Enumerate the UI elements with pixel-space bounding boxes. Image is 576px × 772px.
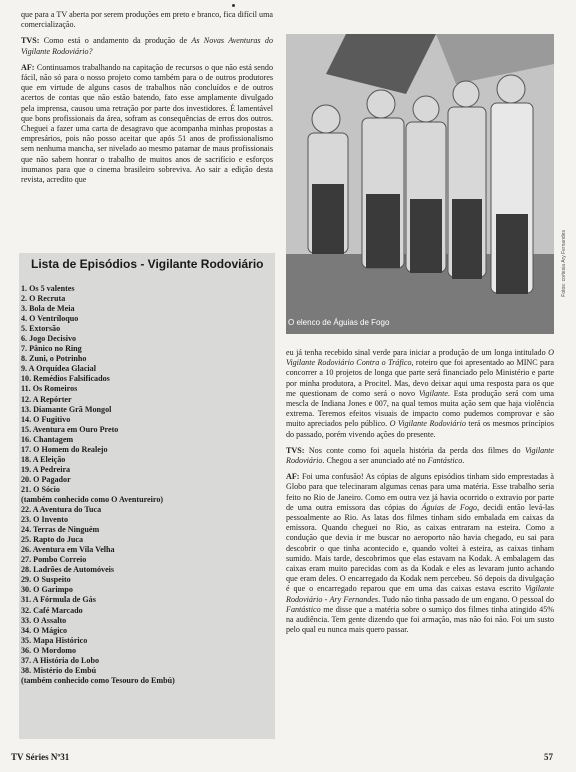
episode-item: 5. Extorsão bbox=[21, 324, 61, 334]
photo-caption: O elenco de Águias de Fogo bbox=[288, 318, 390, 327]
episode-item: 38. Mistério do Embú bbox=[21, 665, 97, 675]
episode-item: 33. O Assalto bbox=[21, 615, 67, 625]
photo-illustration bbox=[286, 34, 554, 334]
episode-item: 13. Diamante Grã Mongol bbox=[21, 404, 112, 414]
episode-item: 32. Café Marcado bbox=[21, 605, 83, 615]
episode-item: 12. A Repórter bbox=[21, 394, 72, 404]
episode-item: 4. O Ventríloquo bbox=[21, 314, 79, 324]
episode-item: 16. Chantagem bbox=[21, 434, 74, 444]
episode-item: 24. Terras de Ninguém bbox=[21, 525, 100, 535]
question-paragraph: TVS: Como está o andamento da produção de As Novas Aventuras do Vigilante Rodoviário? bbox=[21, 36, 273, 56]
episode-item: 3. Bola de Meia bbox=[21, 304, 75, 314]
question-paragraph: TVS: Nos conte como foi aquela história da perda dos filmes do Vigilante Rodoviário. Chegou a ser anunciado até no Fantástico. bbox=[286, 445, 555, 466]
paragraph: que para a TV aberta por serem produções em preto e branco, fica difícil uma comercialização. bbox=[21, 10, 273, 30]
answer-paragraph: AF: Foi uma confusão! As cópias de alguns episódios tinham sido emprestadas à Globo para que telecinaram algumas cenas para uma matéria. Esse trabalho seria feito no Rio de Janeiro. Como em outra vez já havia ocorrido o extravio por parte de uma outra emissora das cópias do Águias de Fogo, decidi então levá-las pessoalmente ao Rio. As latas dos filmes tinham sido embalada em caixas da emissora. Quando cheguei no Rio, as caixas entraram na esteira. Como a condução que devia ir me buscar no aeroporto não havia chegado, eu sai para descobrir o que tinha acontecido e, quando voltei à esteira, as caixas tinham sumido. Mais tarde, descobrimos que elas estavam na Kodak. A embalagem das caixas eram muito parecidas com as da Kodak e eles as levaram junto achando que eram deles. O encarregado da Kodak nem percebeu. Só depois da divulgação é que o encarregado reparou que em uma das caixas estava escrito Vigilante Rodoviário - Ary Fernandes. Tudo não tinha passado de um engano. O pessoal do Fantástico me disse que a matéria sobre o sumiço dos filmes tinha atingido 45% na audiência. Tem gente dizendo que foi armação, mas não foi não. Foi um susto pelo qual eu nunca mais quero passar. bbox=[286, 472, 554, 635]
episode-item: 36. O Mordomo bbox=[21, 645, 77, 655]
episode-item: 9. A Orquídea Glacial bbox=[21, 364, 96, 374]
episode-item: 11. Os Romeiros bbox=[21, 384, 78, 394]
answer-label: AF: bbox=[21, 62, 35, 72]
episode-item: 21. O Sócio bbox=[21, 484, 60, 494]
episode-item: 29. O Suspeito bbox=[21, 575, 71, 585]
episode-item: 35. Mapa Histórico bbox=[21, 635, 88, 645]
episode-item: 14. O Fugitivo bbox=[21, 414, 71, 424]
episode-item: 2. O Recruta bbox=[21, 294, 66, 304]
episode-item: 23. O Invento bbox=[21, 515, 68, 525]
episode-item: 7. Pânico no Ring bbox=[21, 344, 82, 354]
cast-photo bbox=[286, 34, 554, 334]
answer-label: AF: bbox=[286, 472, 300, 482]
page-number: 57 bbox=[544, 752, 553, 762]
episode-item: 27. Pombo Correio bbox=[21, 555, 87, 565]
episode-item: 22. A Aventura do Tuca bbox=[21, 505, 102, 515]
episode-item: 37. A História do Lobo bbox=[21, 655, 100, 665]
episode-item: 26. Aventura em Vila Velha bbox=[21, 545, 115, 555]
episode-item: 19. A Pedreira bbox=[21, 464, 71, 474]
left-column-text bbox=[21, 10, 273, 191]
episode-item: 20. O Pagador bbox=[21, 474, 71, 484]
right-column-text bbox=[286, 348, 554, 641]
episode-item: (também conhecido como Tesouro do Embú) bbox=[21, 675, 175, 685]
episode-item: 6. Jogo Decisivo bbox=[21, 334, 77, 344]
paragraph: eu já tenha recebido sinal verde para iniciar a produção de um longa intitulado O Vigilante Rodoviário Contra o Tráfico, roteiro que foi apresentado ao MINC para concorrer a 10 projetos de longa que parte será financiado pelo Ministério e parte por minha produtora, a Procitel. Mas, devo deixar aqui uma resposta para os que me questionam de como será o novo Vigilante. Esta produção será com uma mescla de Indiana Jones e 007, na qual temos muita ação sem que haja violência extrema. Teremos efeitos visuais de impacto como pudemos comprovar e são muito apreciados pelo público. O Vigilante Rodoviário terá os mesmos princípios do passado, porém vivendo ações do presente. bbox=[286, 348, 554, 439]
answer-paragraph: AF: Continuamos trabalhando na capitação de recursos o que não está sendo fácil, não só para o nosso projeto como também para o de outros produtores que em virtude de alguns casos de trabalhos não concluídos e de outros acertos de contas que não estão batendo, fato esse amplamente divulgado pela imprensa, causou uma retração por parte dos investidores. É lamentável que bons profissionais da área, sofram as consequências de erros dos outros. Cheguei a fazer uma carta de desagravo que acompanha minhas propostas a empresários, pois não posso aceitar que após 51 anos de profissionalismo sem nenhuma mancha, ser nivelado ao mesmo patamar de maus profissionais que não sabem honrar o trabalho de muitos anos de sacrifício e esforços inumanos para que o cinema brasileiro sobreviva. Ao sair a edição desta revista, acredito que bbox=[21, 62, 274, 185]
episode-item: 34. O Mágico bbox=[21, 625, 68, 635]
page-mark bbox=[232, 4, 235, 7]
episode-item: 30. O Garimpo bbox=[21, 585, 73, 595]
episode-list-title: Lista de Episódios - Vigilante Rodoviário bbox=[31, 257, 264, 271]
episode-item: 25. Rapto do Juca bbox=[21, 535, 84, 545]
episode-item: 15. Aventura em Ouro Preto bbox=[21, 424, 119, 434]
question-label: TVS: bbox=[286, 445, 305, 455]
episode-item: (também conhecido como O Aventureiro) bbox=[21, 494, 164, 504]
episode-item: 28. Ladrões de Automóveis bbox=[21, 565, 115, 575]
episode-item: 8. Zuni, o Potrinho bbox=[21, 354, 87, 364]
episode-list bbox=[21, 284, 271, 686]
episode-item: 18. A Eleição bbox=[21, 454, 66, 464]
footer-magazine-issue: TV Séries Nº31 bbox=[11, 752, 70, 762]
episode-item: 31. A Fórmula de Gás bbox=[21, 595, 96, 605]
episode-item: 1. Os 5 valentes bbox=[21, 284, 75, 293]
episode-item: 17. O Homem do Realejo bbox=[21, 444, 108, 454]
question-label: TVS: bbox=[21, 36, 40, 46]
episode-item: 10. Remédios Falsificados bbox=[21, 374, 110, 384]
photo-credit: Fotos: cortesia Ary Fernandes bbox=[561, 230, 567, 297]
